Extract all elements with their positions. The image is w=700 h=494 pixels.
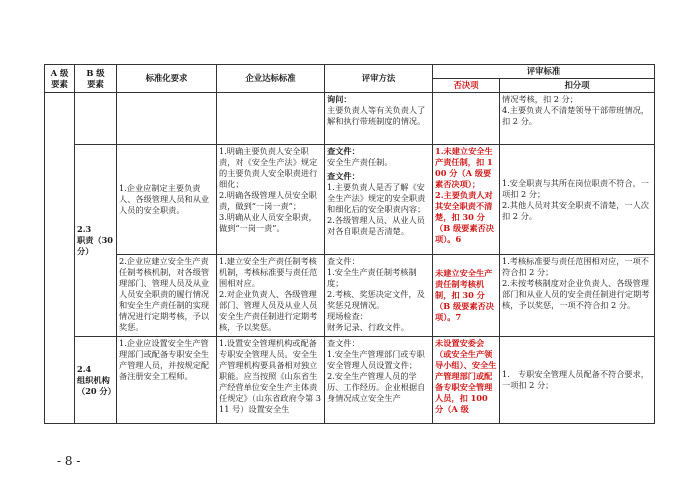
header-standard-requirement: 标准化要求 — [117, 65, 217, 93]
b-level-cell — [75, 145, 117, 337]
method-text-2: 1.主要负责人是否了解《安全生产法》规定的安全职责和细化后的安全职责内容； 2.各级管理人员、从业人员对各自职责是否清楚。 — [327, 182, 426, 236]
enterprise-cell — [217, 93, 325, 145]
table-row — [45, 337, 655, 424]
veto-cell: 未设置安委会（或安全生产领导小组）、安全生产管理部门或配备专职安全管理人员，扣 100 分（A 级 — [433, 337, 500, 424]
header-a-level: A 级 要素 — [45, 65, 75, 93]
b-name: 组织机构（20 分） — [77, 374, 116, 396]
evaluation-standard-table — [44, 64, 655, 424]
table-row — [45, 145, 655, 255]
header-veto-item: 否决项 — [433, 79, 500, 93]
enterprise-cell: 1.建立安全生产责任制考核机制，考核标准要与责任范围相对应。 2.对企业负责人、各级管理部门、管理人员及从业人员安全生产责任制进行定期考核，予以奖惩。 — [217, 255, 325, 337]
b-level-cell — [75, 337, 117, 424]
method-title: 询问： — [327, 94, 352, 104]
deduct-cell: 1.考核标准要与责任范围相对应，一项不符合扣 2 分； 2.未按考核制度对企业负责人、各级管理部门和从业人员的安全责任制进行定期考核，予以奖惩，一项不符合扣 2 分。 — [500, 255, 655, 337]
page-number: - 8 - — [57, 454, 81, 468]
method-cell — [325, 145, 433, 255]
standard-cell — [117, 93, 217, 145]
method-cell: 查文件： 1.安全生产管理部门或专职安全管理人员设置文件； 2.安全生产管理人员的学历、工作经历。企业根据自身情况成立安全生产 — [325, 337, 433, 424]
deduct-cell: 1. 专职安全管理人员配备不符合要求，一项扣 2 分； — [500, 337, 655, 424]
veto-cell — [433, 93, 500, 145]
method-text: 安全生产责任制。 — [327, 157, 393, 167]
b-code: 2.3 — [77, 224, 92, 234]
method-cell: 查文件： 1.安全生产责任制考核制度； 2.考核、奖惩决定文件，及奖惩兑现情况。 现场检查： 财务记录、行政文件。 — [325, 255, 433, 337]
header-review-method: 评审方法 — [325, 65, 433, 93]
enterprise-cell: 1.设置安全管理机构或配备专职安全管理人员。安全生产管理机构要具备相对独立职能。应当按照《山东省生产经营单位安全生产主体责任规定》（山东省政府令第 311 号）设置安全生 — [217, 337, 325, 424]
header-b-level: B 级 要素 — [75, 65, 117, 93]
method-cell — [325, 93, 433, 145]
enterprise-cell: 1.明确主要负责人安全职责，对《安全生产法》规定的主要负责人安全职责进行细化； 2.明确各级管理人员安全职责，做到“一岗一责”； 3.明确从业人员安全职责，做到“一岗一责”。 — [217, 145, 325, 255]
b-level-cell — [75, 93, 117, 145]
header-enterprise-standard: 企业达标标准 — [217, 65, 325, 93]
method-title: 查文件： — [327, 146, 360, 156]
a-level-cell — [45, 93, 75, 424]
b-code: 2.4 — [77, 363, 92, 374]
header-review-criteria: 评审标准 — [433, 65, 655, 79]
method-title-2: 查文件： — [327, 171, 360, 181]
deduct-cell: 情况考核，扣 2 分； 4.主要负责人不清楚领导干部带班情况，扣 2 分。 — [500, 93, 655, 145]
header-deduction-item: 扣分项 — [500, 79, 655, 93]
standard-cell: 1.企业应制定主要负责人、各级管理人员和从业人员的安全职责。 — [117, 145, 217, 255]
veto-cell: 未建立安全生产责任制考核机制，扣 30 分（B 级要素否决项）。7 — [433, 255, 500, 337]
b-name: 职责（30 分） — [77, 235, 113, 256]
standard-cell: 1.企业应设置安全生产管理部门或配备专职安全生产管理人员，并按规定配备注册安全工程师。 — [117, 337, 217, 424]
method-text: 主要负责人等有关负责人了解和执行带班制度的情况。 — [327, 105, 426, 126]
veto-cell: 1.未建立安全生产责任制，扣 100 分（A 级要素否决项）； 2.主要负责人对其安全职责不清楚，扣 30 分（B 级要素否决项）。6 — [433, 145, 500, 255]
deduct-cell: 1.安全职责与其所在岗位职责不符合，一项扣 2 分； 2.其他人员对其安全职责不清楚，一人次扣 2 分。 — [500, 145, 655, 255]
table-row — [45, 93, 655, 145]
standard-cell: 2.企业应建立安全生产责任制考核机制，对各级管理部门、管理人员及从业人员安全职责的履行情况和安全生产责任制的实现情况进行定期考核，予以奖惩。 — [117, 255, 217, 337]
table-row — [45, 255, 655, 337]
